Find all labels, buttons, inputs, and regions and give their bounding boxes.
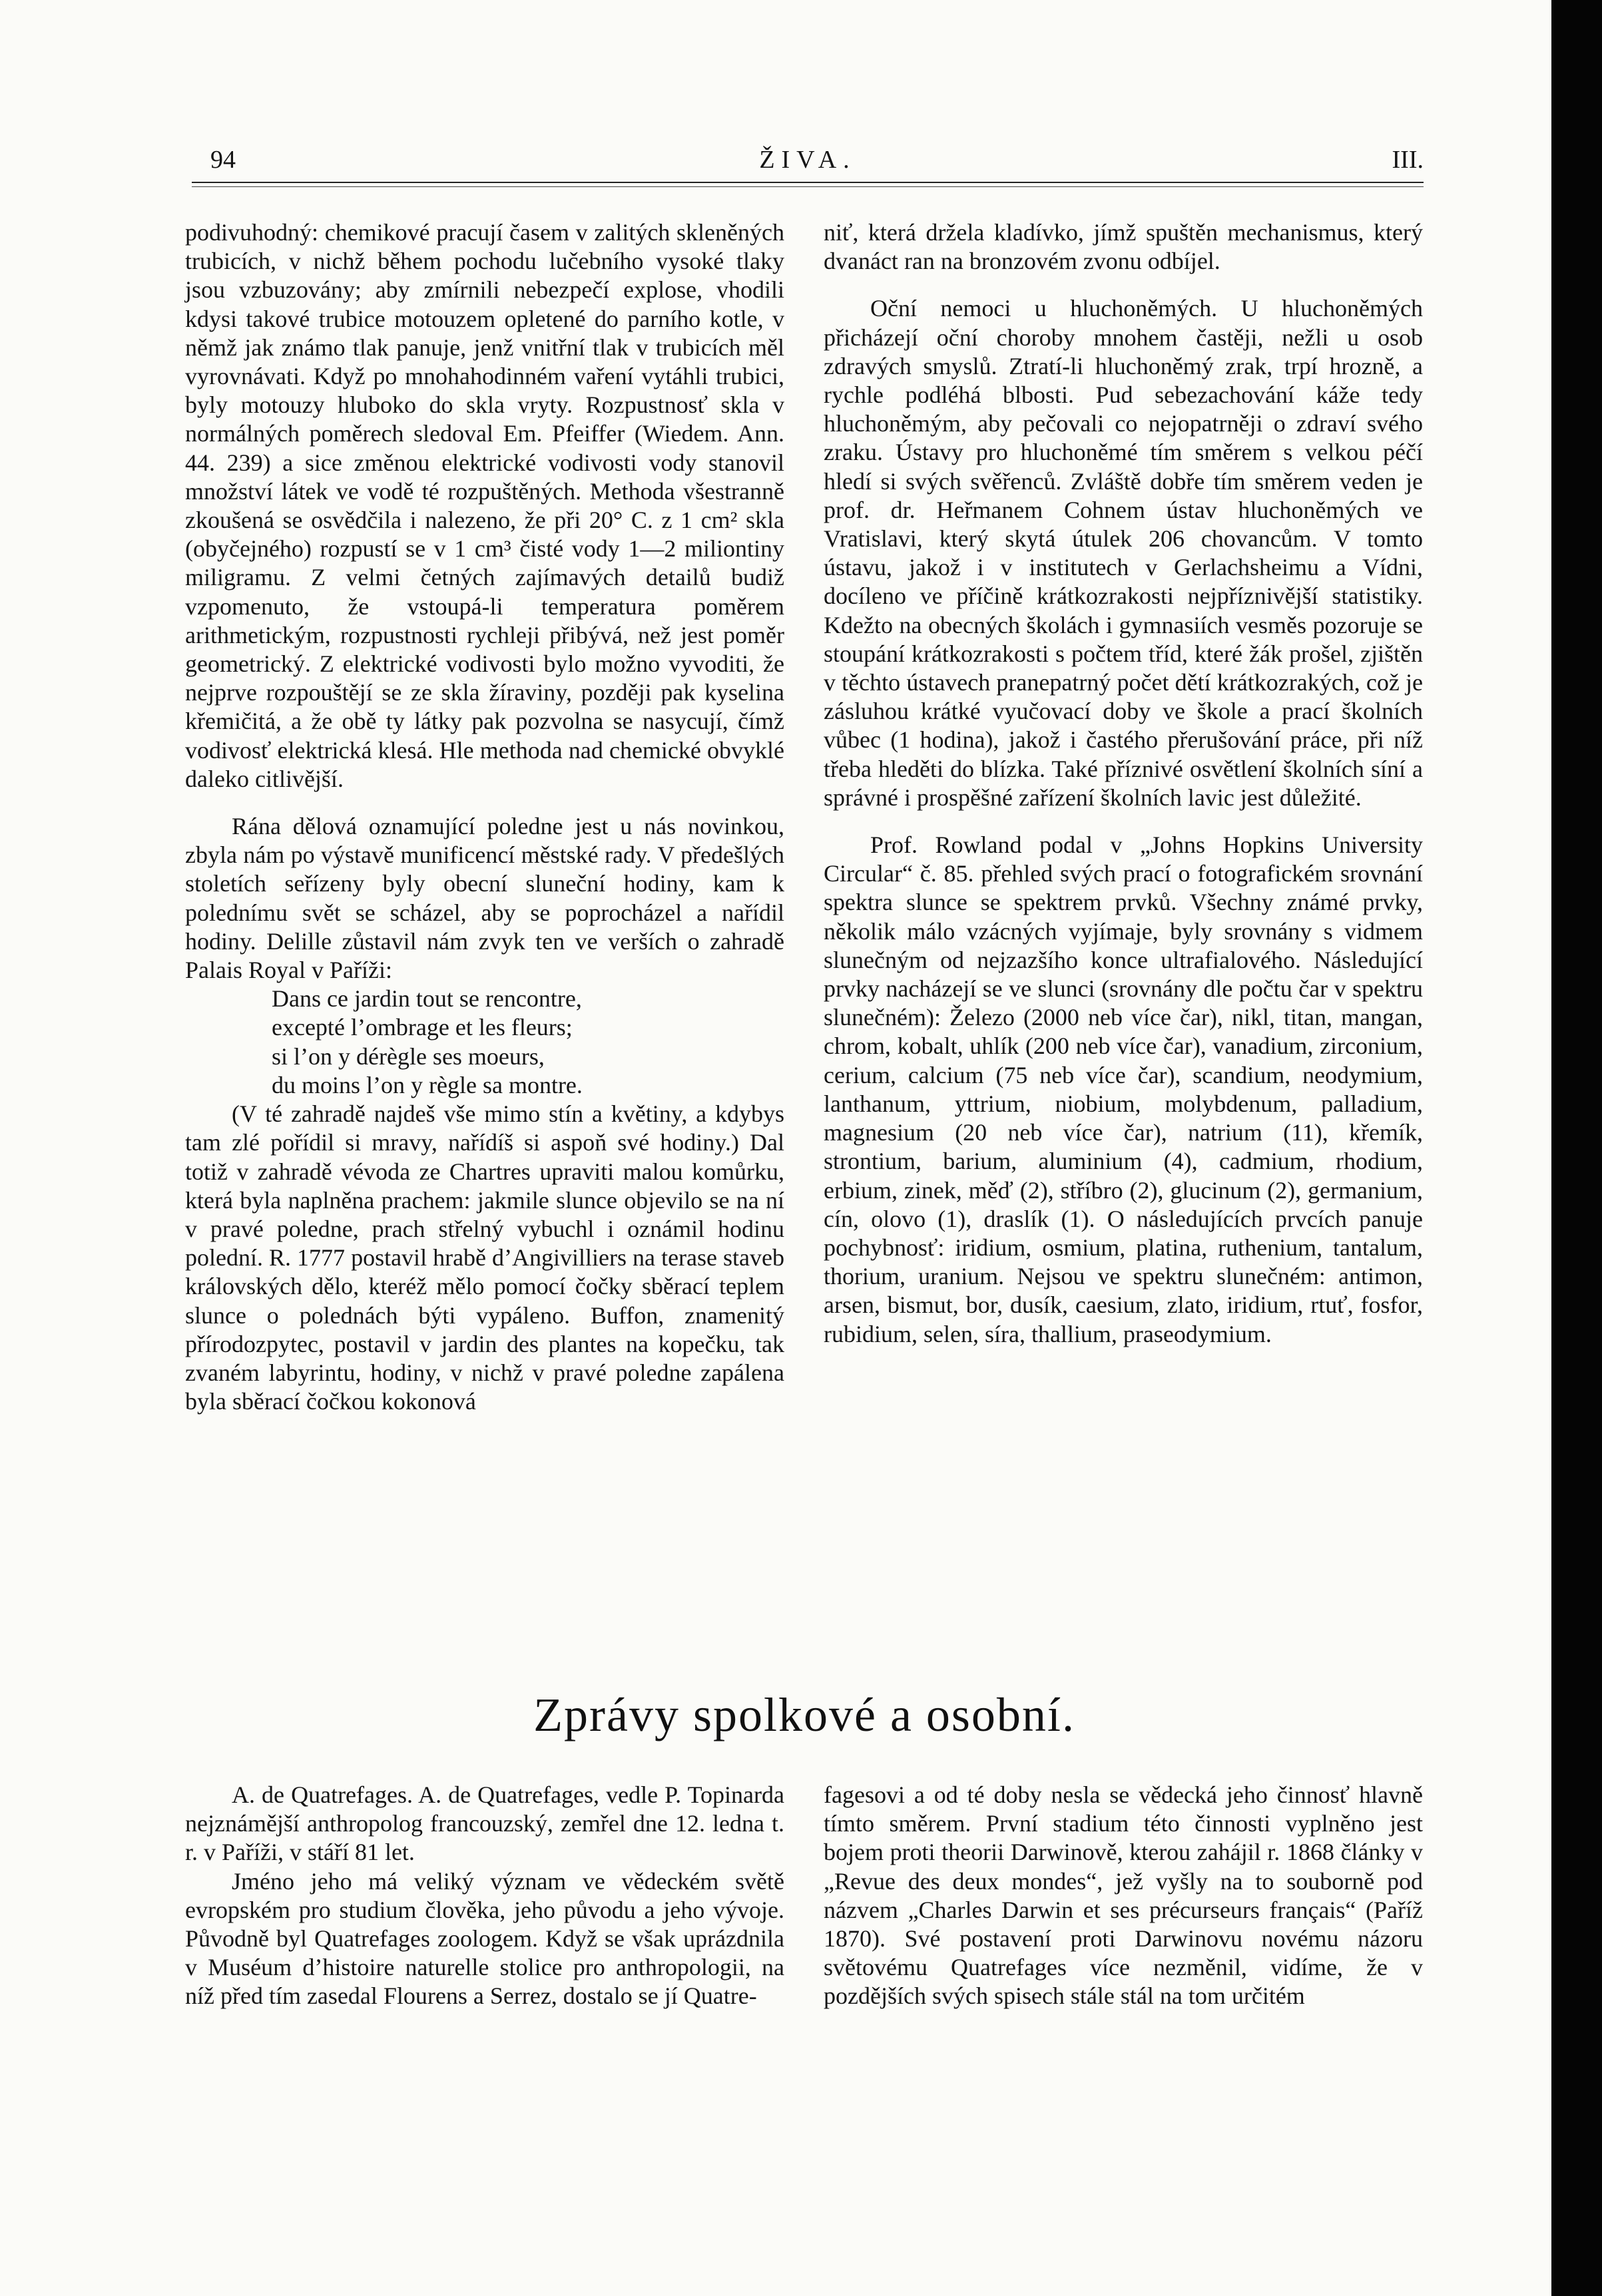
paragraph-rowland-spectra: Prof. Rowland podal v „Johns Hopkins University Circular“ č. 85. přehled svých prací o fotografickém srovnání spektra slunce se spektrem prvků. Všechny známé prvky, několik málo vzácných vyjímaje, byly srovnány s vidmem slunečným od nejzazšího konce ultrafialového. Následující prvky nacházejí se ve slunci (srovnány dle počtu čar v spektru slunečném): Železo (2000 neb více čar), nikl, titan, mangan, chrom, kobalt, uhlík (200 neb více čar), vanadium, zirconium, cerium, calcium (75 neb více čar), scandium, neodymium, lanthanum, yttrium, niobium, molybdenum, palladium, magnesium (20 neb více čar), natrium (11), křemík, strontium, barium, aluminium (4), cadmium, rhodium, erbium, zinek, měď (2), stříbro (2), glucinum (2), germanium, cín, olovo (1), draslík (1). O následujících prvcích panuje pochybnosť: iridium, osmium, platina, ruthenium, tantalum, thorium, uranium. Nejsou ve spektru slunečném: antimon, arsen, bismut, bor, dusík, caesium, zlato, iridium, rtuť, fosfor, rubidium, selen, síra, thallium, praseodymium. — [824, 831, 1423, 1347]
scan-border — [1551, 0, 1602, 2296]
header-rule — [192, 182, 1424, 187]
bottom-left-column — [185, 1781, 784, 2011]
paragraph-deaf-mute-eyes: Oční nemoci u hluchoněmých. U hluchoněmých přicházejí oční choroby mnohem častěji, nežli u osob zdravých smyslů. Ztratí-li hluchoněmý zrak, trpí hrozně, a rychle podléhá blbosti. Pud sebezachování káže tedy hluchoněmým, aby pečovali co nejopatrněji o zdraví svého zraku. Ústavy pro hluchoněmé tím směrem s velkou péčí hledí si svých svěřenců. Zvláště dobře tím směrem veden je prof. dr. Heřmanem Cohnem ústav hluchoněmých ve Vratislavi, který skytá útulek 206 chovancům. V tomto ústavu, jakož i v institutech v Gerlachsheimu a Vídni, docíleno ve příčině krátkozrakosti nejpříznivější statistiky. Kdežto na obecných školách i gymnasiích vesměs pozoruje se stoupání krátkozrakosti s počtem tříd, které žák prošel, zjištěn v těchto ústavech pranepatrný počet dětí krátkozrakých, což je zásluhou krátké vyučovací doby ve škole a prací školních vůbec (1 hodina), jakož i častého přerušování práce, při níž třeba hleděti do blízka. Také příznivé osvětlení školních síní a správné i prospěšné zařízení školních lavic jest důležité. — [824, 295, 1423, 811]
right-column — [824, 218, 1423, 1349]
paragraph-noon-cannon-cont: (V té zahradě najdeš vše mimo stín a květiny, a kdybys tam zlé pořídil si mravy, nařídíš si aspoň své hodiny.) Dal totiž v zahradě vévoda ze Chartres upraviti malou komůrku, která byla naplněna prachem: jakmile slunce objevilo se na ní v pravé poledne, prach střelný vybuchl i oznámil hodinu polední. R. 1777 postavil hrabě d’Angivilliers na terase staveb královských dělo, kteréž mělo pomocí čočky sběrací teplem slunce o polednách býti vypáleno. Buffon, znamenitý přírodozpytec, postavil v jardin des plantes na kopečku, tak zvaném labyrintu, hodiny, v nichž v pravé poledne zapálena byla sběrací čočkou kokonová — [185, 1100, 784, 1415]
poem-line: du moins l’on y règle sa montre. — [272, 1071, 583, 1098]
left-column — [185, 218, 784, 1416]
page-number: 94 — [210, 146, 236, 174]
paragraph-quatrefages-cont: fagesovi a od té doby nesla se vědecká jeho činnosť hlavně tímto směrem. První stadium této činnosti vyplněno jest bojem proti theorii Darwinově, kterou zahájil r. 1868 články v „Revue des deux mondes“, jež vyšly na to souborně pod názvem „Charles Darwin et ses précurseurs français“ (Paříž 1870). Své postavení proti Darwinovu novému názoru světovému Quatrefages více nezměnil, vidíme, že v pozdějších svých spisech stále stál na tom určitém — [824, 1781, 1423, 2010]
poem-quote — [272, 985, 784, 1100]
poem-line: Dans ce jardin tout se rencontre, — [272, 985, 582, 1013]
paragraph-quatrefages-obit: A. de Quatrefages. A. de Quatrefages, vedle P. Topinarda nejznámější anthropolog francouzský, zemřel dne 12. ledna t. r. v Paříži, v stáří 81 let. — [185, 1781, 784, 1866]
poem-line: excepté l’ombrage et les fleurs; — [272, 1014, 573, 1041]
poem-line: si l’on y dérègle ses moeurs, — [272, 1042, 545, 1070]
paragraph-quatrefages-career: Jméno jeho má veliký význam ve vědeckém světě evropském pro studium člověka, jeho původu a jeho vývoje. Původně byl Quatrefages zoologem. Když se však uprázdnila v Muséum d’histoire naturelle stolice pro anthropologii, na níž před tím zasedal Flourens a Serrez, dostalo se jí Quatre- — [185, 1867, 784, 2010]
paragraph-noon-cannon: Rána dělová oznamující poledne jest u nás novinkou, zbyla nám po výstavě munificencí městské rady. V předešlých stoletích seřízeny byly obecní sluneční hodiny, kam k polednímu svět se scházel, aby se poprocházel a nařídil hodiny. Delille zůstavil nám zvyk ten ve verších o zahradě Palais Royal v Paříži: — [185, 813, 784, 984]
section-heading: Zprávy spolkové a osobní. — [533, 1688, 1075, 1741]
journal-title: ŽIVA. — [759, 146, 856, 174]
paragraph-glass-solubility: podivuhodný: chemikové pracují časem v zalitých skleněných trubicích, v nichž během pochodu lučebního vysoké tlaky jsou vzbuzovány; aby zmírnili nebezpečí explose, vhodili kdysi takové trubice motouzem opletené do parního kotle, v němž jak známo tlak panuje, jenž vnitřní tlak v trubicích měl vyrovnávati. Když po mnohahodinném vaření vytáhli trubici, byly motouzy hluboko do skla vryty. Rozpustnosť skla v normálných poměrech sledoval Em. Pfeiffer (Wiedem. Ann. 44. 239) a sice změnou elektrické vodivosti vody stanovil množství látek ve vodě té rozpuštěných. Methoda všestranně zkoušená se osvědčila i nalezeno, že při 20° C. z 1 cm² skla (obyčejného) rozpustí se v 1 cm³ čisté vody 1—2 miliontiny miligramu. Z velmi četných zajímavých detailů budiž vzpomenuto, že vstoupá-li temperatura poměrem arithmetickým, rozpustnosti rychleji přibývá, než jest poměr geometrický. Z elektrické vodivosti bylo možno vyvoditi, že nejprve rozpouštějí se ze skla žíraviny, později pak kyselina křemičitá, a že obě ty látky pak pozvolna se nasycují, čímž vodivosť elektrická klesá. Hle methoda nad chemické obvyklé daleko citlivější. — [185, 219, 784, 792]
volume-number: III. — [1392, 146, 1424, 174]
bottom-right-column — [824, 1781, 1423, 2011]
page-header — [192, 145, 1424, 185]
paragraph-mechanism-end: niť, která držela kladívko, jímž spuštěn mechanismus, který dvanáct ran na bronzovém zvonu odbíjel. — [824, 219, 1423, 275]
